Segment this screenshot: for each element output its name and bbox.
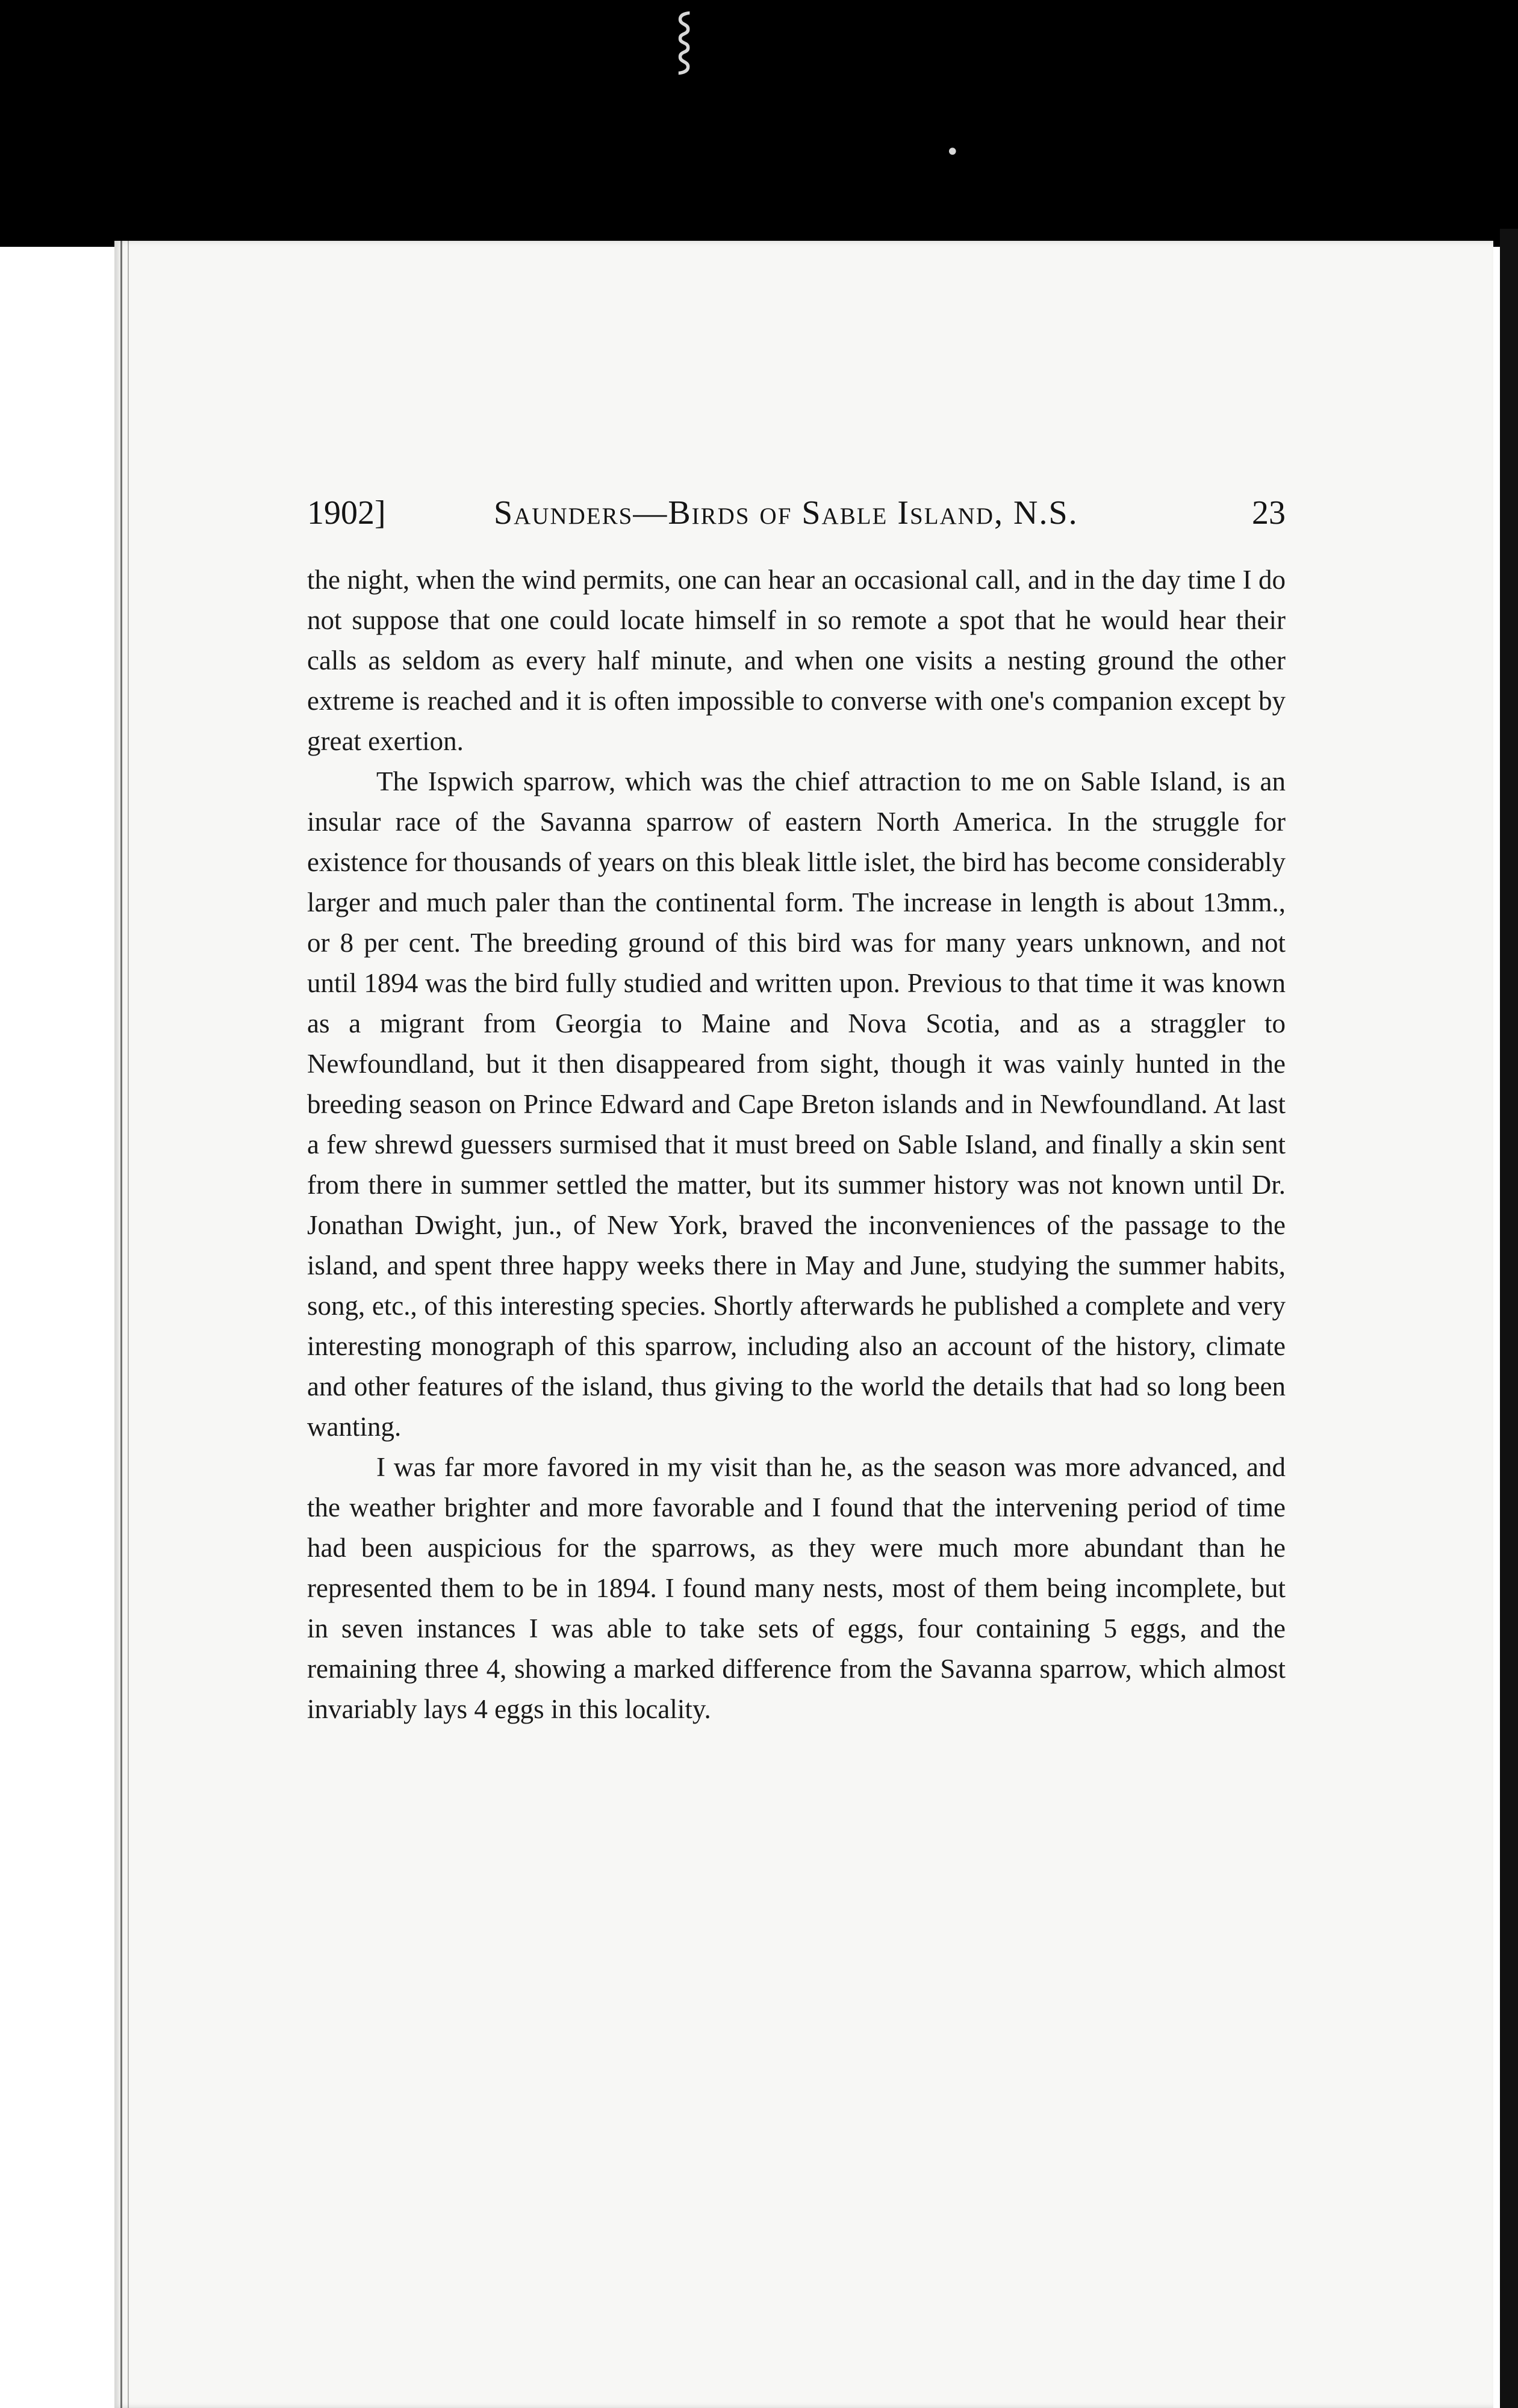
paragraph-2: The Ispwich sparrow, which was the chief attraction to me on Sable Island, is an insular race of the Savanna sparrow of eastern North America. In the struggle for existence for thousands of years on this bleak little islet, the bird has become considerably larger and much paler than the continental form. The increase in length is about 13mm., or 8 per cent. The breeding ground of this bird was for many years unknown, and not until 1894 was the bird fully studied and written upon. Previous to that time it was known as a migrant from Georgia to Maine and Nova Scotia, and as a straggler to Newfoundland, but it then disappeared from sight, though it was vainly hunted in the breeding season on Prince Edward and Cape Breton islands and in Newfoundland. At last a few shrewd guessers surmised that it must breed on Sable Island, and finally a skin sent from there in summer settled the matter, but its summer history was not known until Dr. Jonathan Dwight, jun., of New York, braved the inconveniences of the passage to the island, and spent three happy weeks there in May and June, studying the summer habits, song, etc., of this interesting species. Shortly afterwards he published a complete and very interesting monograph of this sparrow, including also an account of the history, climate and other features of the island, thus giving to the world the details that had so long been wanting. [307, 766, 1286, 1442]
body-text [307, 560, 1286, 1730]
running-head [307, 494, 1286, 542]
page-number: 23 [1252, 494, 1286, 532]
running-head-year: 1902] [307, 494, 386, 532]
paragraph-3: I was far more favored in my visit than he, as the season was more advanced, and the weather brighter and more favorable and I found that the intervening period of time had been auspicious for the sparrows, as they were much more abundant than he represented them to be in 1894. I found many nests, most of them being incomplete, but in seven instances I was able to take sets of eggs, four containing 5 eggs, and the remaining three 4, showing a marked difference from the Savanna sparrow, which almost invariably lays 4 eggs in this locality. [307, 1452, 1286, 1724]
page-gutter-line-secondary [128, 241, 129, 2408]
scan-background-right [1500, 229, 1518, 2408]
scan-mark-top: ⸾ [674, 7, 694, 70]
paragraph-1: the night, when the wind permits, one can hear an occasional call, and in the day time I do not suppose that one could locate himself in so remote a spot that he would hear their calls as seldom as every half minute, and when one visits a nesting ground the other extreme is reached and it is often impossible to converse with one's companion except by great exertion. [307, 565, 1286, 756]
page-gutter-line [120, 241, 122, 2408]
scan-background-top [0, 0, 1518, 247]
scan-speck: • [945, 138, 960, 166]
running-head-title: Saunders—Birds of Sable Island, N.S. [494, 494, 1078, 532]
